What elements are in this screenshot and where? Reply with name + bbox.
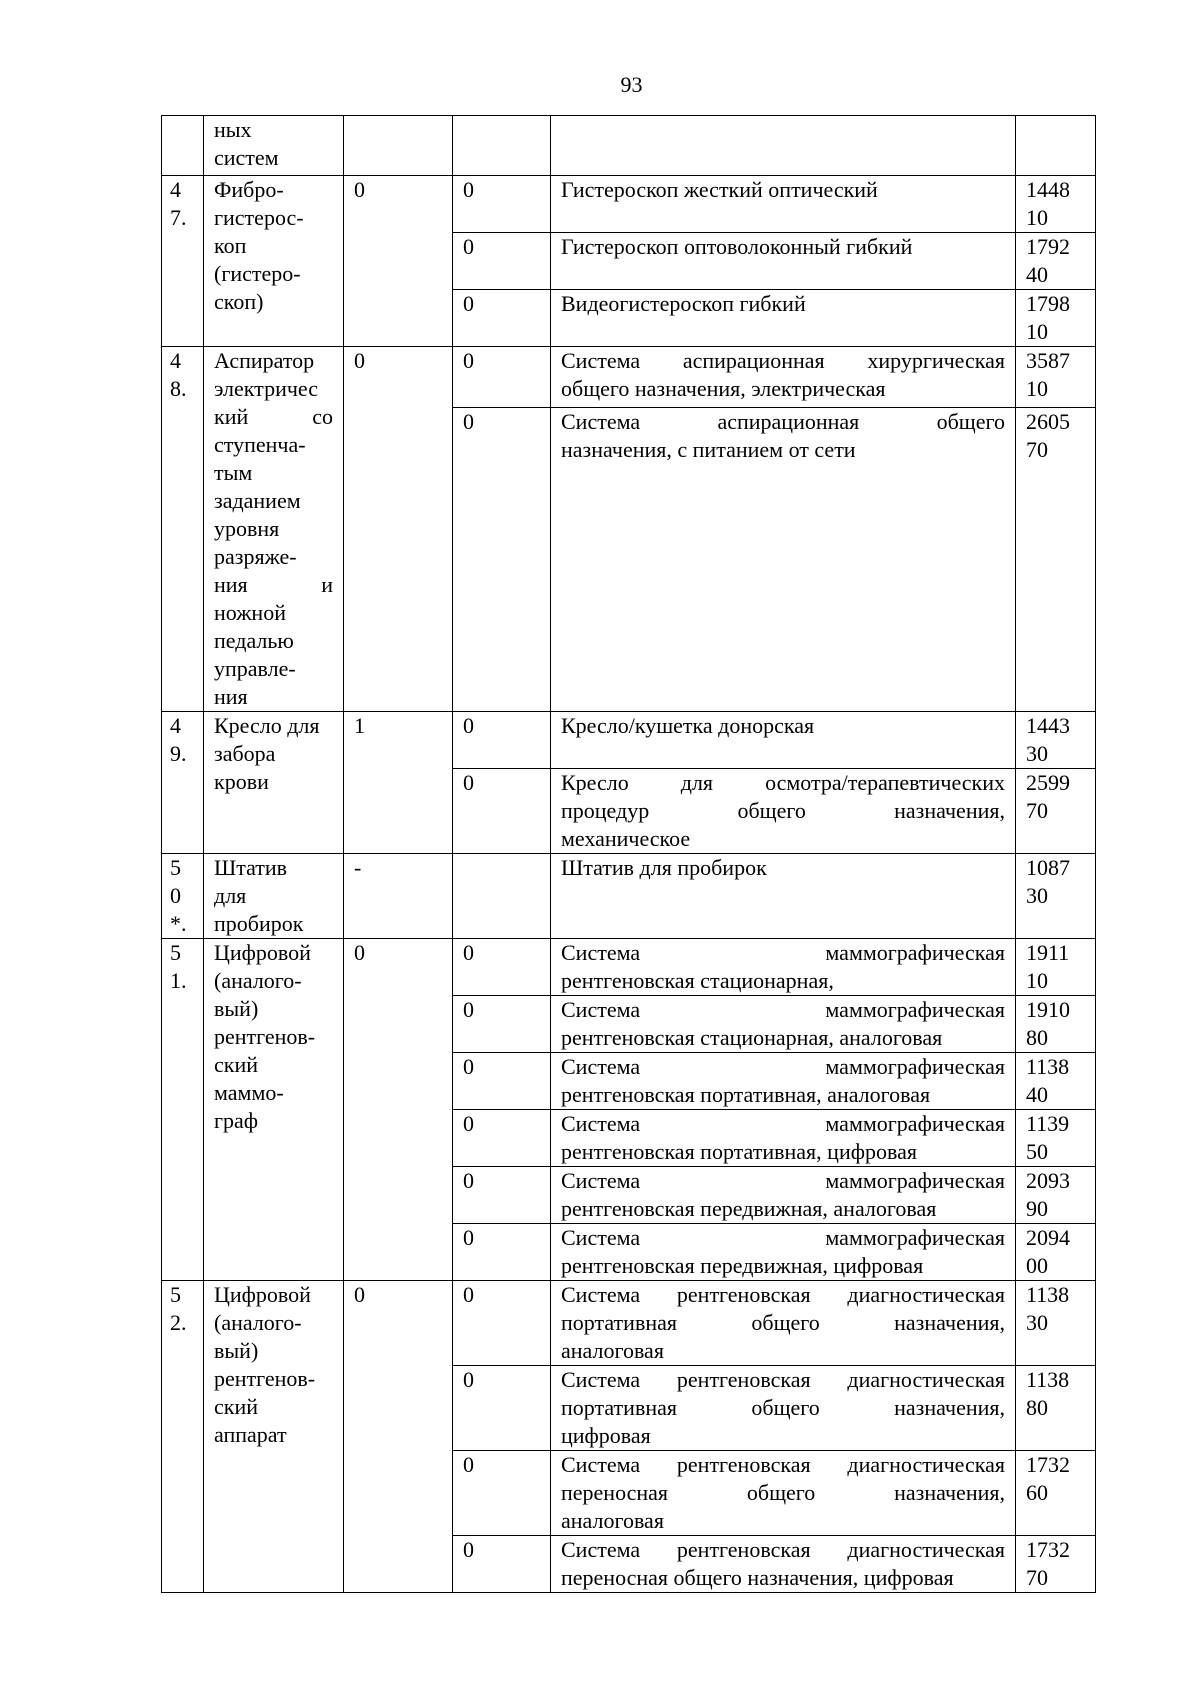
item-code [1016, 1110, 1096, 1167]
text-line: переносная общего назначения, [561, 1480, 1005, 1505]
text-line: 4 [170, 177, 181, 202]
item-description [551, 1536, 1016, 1593]
table-row [162, 854, 1096, 939]
text-line: 10 [1026, 376, 1048, 401]
table-row [162, 1281, 1096, 1366]
quantity: 0 [344, 176, 453, 347]
equipment-table [161, 115, 1096, 1593]
quantity [344, 116, 453, 176]
text-line: рентгеновская стационарная, аналоговая [561, 1025, 943, 1050]
text-line: Гистероскоп жесткий оптический [561, 177, 878, 202]
text-line: коп [214, 233, 247, 258]
equipment-name-text [214, 116, 333, 172]
equipment-name [204, 116, 344, 176]
equipment-name-text [214, 939, 333, 1135]
quantity: 1 [344, 712, 453, 854]
item-code [1016, 712, 1096, 769]
row-number [162, 939, 204, 1281]
item-flag: 0 [453, 1224, 551, 1281]
item-description [551, 854, 1016, 939]
text-line: цифровая [561, 1423, 651, 1448]
text-line: 9. [170, 741, 187, 766]
text-line: граф [214, 1108, 259, 1133]
item-description [551, 233, 1016, 290]
text-line: маммо- [214, 1080, 284, 1105]
item-description [551, 1366, 1016, 1451]
page-number: 93 [620, 72, 643, 97]
table-row [162, 347, 1096, 408]
item-code [1016, 233, 1096, 290]
item-flag: 0 [453, 408, 551, 712]
text-line: Система маммографическая [561, 1225, 1005, 1250]
text-line: Система аспирационная хирургическая [561, 348, 1005, 373]
text-line: уровня [214, 516, 280, 541]
text-line: кий со [214, 404, 333, 429]
text-line: 80 [1026, 1395, 1048, 1420]
table-row [162, 176, 1096, 233]
text-line: Штатив [214, 855, 288, 880]
text-line: вый) [214, 996, 259, 1021]
text-line: 70 [1026, 1565, 1048, 1590]
text-line: рентгеновская портативная, аналоговая [561, 1082, 931, 1107]
text-line: ных [214, 117, 252, 142]
text-line: рентгеновская стационарная, [561, 968, 834, 993]
text-line: 1792 [1026, 234, 1070, 259]
text-line: Система маммографическая [561, 1168, 1005, 1193]
text-line: Система рентгеновская диагностическая [561, 1452, 1005, 1477]
item-description [551, 347, 1016, 408]
text-line: 1732 [1026, 1452, 1070, 1477]
text-line: гистерос- [214, 205, 304, 230]
text-line: 10 [1026, 968, 1048, 993]
text-line: 50 [1026, 1139, 1048, 1164]
item-flag: 0 [453, 1536, 551, 1593]
item-flag [453, 854, 551, 939]
item-description [551, 769, 1016, 854]
text-line: забора [214, 741, 276, 766]
text-line: 70 [1026, 798, 1048, 823]
text-line: назначения, с питанием от сети [561, 437, 856, 463]
text-line: 4 [170, 713, 181, 738]
text-line: рентгеновская портативная, цифровая [561, 1139, 917, 1164]
equipment-name-text [214, 1281, 333, 1449]
text-line: переносная общего назначения, цифровая [561, 1565, 954, 1590]
text-line: 1911 [1026, 940, 1070, 965]
text-line: *. [170, 911, 187, 936]
text-line: 2093 [1026, 1168, 1070, 1193]
item-flag: 0 [453, 1053, 551, 1110]
item-flag: 0 [453, 1167, 551, 1224]
text-line: 1139 [1026, 1111, 1070, 1136]
text-line: механическое [561, 826, 691, 851]
item-description [551, 1224, 1016, 1281]
text-line: Видеогистероскоп гибкий [561, 291, 806, 316]
item-code [1016, 1224, 1096, 1281]
text-line: 90 [1026, 1196, 1048, 1221]
text-line: Гистероскоп оптоволоконный гибкий [561, 234, 913, 259]
text-line: Кресло/кушетка донорская [561, 713, 815, 738]
text-line: 40 [1026, 1082, 1048, 1107]
text-line: рентгеновская передвижная, цифровая [561, 1253, 924, 1278]
text-line: 30 [1026, 1310, 1048, 1335]
item-code [1016, 996, 1096, 1053]
item-code [1016, 1053, 1096, 1110]
table-row [162, 116, 1096, 176]
item-flag: 0 [453, 347, 551, 408]
text-line: Система маммографическая [561, 1111, 1005, 1136]
item-code [1016, 1366, 1096, 1451]
text-line: ский [214, 1052, 258, 1077]
equipment-name [204, 854, 344, 939]
text-line: разряже- [214, 544, 297, 569]
text-line: 10 [1026, 205, 1048, 230]
text-line: 7. [170, 205, 187, 230]
item-flag [453, 116, 551, 176]
item-description [551, 1451, 1016, 1536]
item-description [551, 408, 1016, 712]
item-description [551, 116, 1016, 176]
text-line: 5 [170, 940, 181, 965]
text-line: 1138 [1026, 1282, 1070, 1307]
item-flag: 0 [453, 939, 551, 996]
row-number [162, 1281, 204, 1593]
item-description [551, 939, 1016, 996]
equipment-name [204, 939, 344, 1281]
text-line: 2605 [1026, 409, 1070, 435]
item-code [1016, 1451, 1096, 1536]
equipment-name [204, 712, 344, 854]
text-line: 4 [170, 348, 181, 373]
text-line: 1448 [1026, 177, 1070, 202]
text-line: 0 [170, 883, 181, 908]
text-line: Аспиратор [214, 348, 315, 373]
text-line: пробирок [214, 911, 304, 936]
text-line: 1138 [1026, 1367, 1070, 1392]
item-code [1016, 769, 1096, 854]
quantity: 0 [344, 939, 453, 1281]
item-description [551, 712, 1016, 769]
equipment-name [204, 1281, 344, 1593]
text-line: Цифровой [214, 940, 311, 965]
text-line: электричес [214, 376, 318, 401]
text-line: 1910 [1026, 997, 1070, 1022]
text-line: процедур общего назначения, [561, 798, 1005, 823]
text-line: 5 [170, 855, 181, 880]
text-line: ский [214, 1394, 258, 1419]
quantity: 0 [344, 1281, 453, 1593]
text-line: 00 [1026, 1253, 1048, 1278]
text-line: педалью [214, 628, 294, 653]
text-line: рентгеновская передвижная, аналоговая [561, 1196, 937, 1221]
quantity: 0 [344, 347, 453, 712]
equipment-name [204, 347, 344, 712]
text-line: ния и [214, 572, 333, 597]
text-line: 2094 [1026, 1225, 1070, 1250]
item-code [1016, 854, 1096, 939]
text-line: ножной [214, 600, 286, 625]
text-line: общего назначения, электрическая [561, 376, 886, 401]
text-line: Фибро- [214, 177, 284, 202]
text-line: Система маммографическая [561, 997, 1005, 1022]
text-line: 8. [170, 376, 187, 401]
item-description [551, 996, 1016, 1053]
item-code [1016, 1536, 1096, 1593]
text-line: 30 [1026, 741, 1048, 766]
text-line: (аналого- [214, 968, 302, 993]
equipment-name-text [214, 712, 333, 796]
text-line: 1443 [1026, 713, 1070, 738]
text-line: ступенча- [214, 432, 306, 457]
text-line: 5 [170, 1282, 181, 1307]
item-flag: 0 [453, 712, 551, 769]
text-line: (аналого- [214, 1310, 302, 1335]
equipment-name-text [214, 347, 333, 711]
text-line: заданием [214, 488, 301, 513]
item-flag: 0 [453, 290, 551, 347]
item-code [1016, 116, 1096, 176]
row-number [162, 176, 204, 347]
text-line: систем [214, 145, 279, 170]
table-row [162, 939, 1096, 996]
text-line: 30 [1026, 883, 1048, 908]
text-line: Система маммографическая [561, 1054, 1005, 1079]
item-description [551, 1110, 1016, 1167]
row-number [162, 712, 204, 854]
text-line: тым [214, 460, 253, 485]
text-line: 60 [1026, 1480, 1048, 1505]
text-line: портативная общего назначения, [561, 1395, 1005, 1420]
text-line: 40 [1026, 262, 1048, 287]
row-number [162, 854, 204, 939]
item-description [551, 1167, 1016, 1224]
item-description [551, 290, 1016, 347]
text-line: скоп) [214, 289, 264, 314]
item-flag: 0 [453, 1451, 551, 1536]
text-line: 2. [170, 1310, 187, 1335]
text-line: ния [214, 684, 248, 709]
item-description [551, 1053, 1016, 1110]
text-line: 1138 [1026, 1054, 1070, 1079]
text-line: Система рентгеновская диагностическая [561, 1367, 1005, 1392]
item-code [1016, 1167, 1096, 1224]
text-line: Система аспирационная общего [561, 409, 1005, 435]
item-flag: 0 [453, 1281, 551, 1366]
text-line: Штатив для пробирок [561, 855, 767, 880]
equipment-name-text [214, 854, 333, 938]
item-flag: 0 [453, 1110, 551, 1167]
item-code [1016, 1281, 1096, 1366]
text-line: 1798 [1026, 291, 1070, 316]
text-line: вый) [214, 1338, 259, 1363]
text-line: управле- [214, 656, 296, 681]
item-code [1016, 408, 1096, 712]
text-line: аппарат [214, 1422, 287, 1447]
text-line: для [214, 883, 247, 908]
item-description [551, 1281, 1016, 1366]
table-row [162, 712, 1096, 769]
text-line: 70 [1026, 437, 1048, 463]
text-line: 1087 [1026, 855, 1070, 880]
text-line: 80 [1026, 1025, 1048, 1050]
item-flag: 0 [453, 996, 551, 1053]
text-line: Система рентгеновская диагностическая [561, 1282, 1005, 1307]
item-flag: 0 [453, 176, 551, 233]
text-line: Цифровой [214, 1282, 311, 1307]
text-line: крови [214, 769, 269, 794]
text-line: рентгенов- [214, 1366, 316, 1391]
item-flag: 0 [453, 233, 551, 290]
text-line: Система рентгеновская диагностическая [561, 1537, 1005, 1562]
text-line: рентгенов- [214, 1024, 316, 1049]
item-flag: 0 [453, 769, 551, 854]
text-line: аналоговая [561, 1338, 664, 1363]
item-code [1016, 176, 1096, 233]
text-line: 2599 [1026, 770, 1070, 795]
text-line: аналоговая [561, 1508, 664, 1533]
text-line: 1. [170, 968, 187, 993]
item-flag: 0 [453, 1366, 551, 1451]
quantity: - [344, 854, 453, 939]
equipment-name-text [214, 176, 333, 316]
item-code [1016, 347, 1096, 408]
row-number [162, 116, 204, 176]
text-line: Кресло для осмотра/терапевтических [561, 770, 1005, 795]
text-line: Кресло для [214, 713, 320, 738]
equipment-name [204, 176, 344, 347]
item-code [1016, 939, 1096, 996]
item-description [551, 176, 1016, 233]
text-line: 3587 [1026, 348, 1070, 373]
text-line: (гистеро- [214, 261, 301, 286]
text-line: 1732 [1026, 1537, 1070, 1562]
item-code [1016, 290, 1096, 347]
row-number [162, 347, 204, 712]
text-line: 10 [1026, 319, 1048, 344]
text-line: Система маммографическая [561, 940, 1005, 965]
text-line: портативная общего назначения, [561, 1310, 1005, 1335]
